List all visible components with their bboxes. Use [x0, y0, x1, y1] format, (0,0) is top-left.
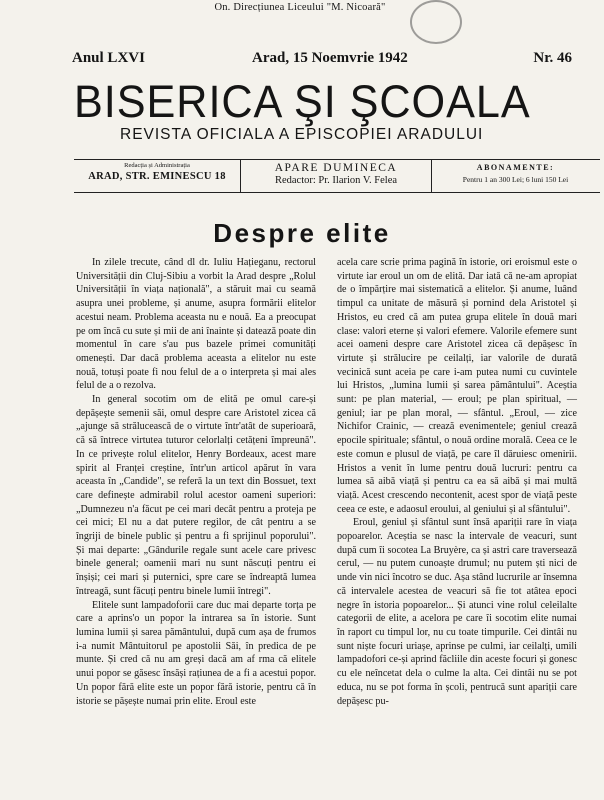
- paragraph: acela care scrie prima pagină în istorie, ori eroismul este o virtute iar eroul un om de elită. Dar iată că ne-am apropiat de o împărțire mai sistematică a elitelor. Și anume, luând timpul ca unitate de măsură și pornind dela Aristotel și Hristos, eu cred că am putea grupa elitele în două mari clase: valori eterne și valori efemere. Valorile efemere sunt acei oameni despre care Aristotel zicea că depășesc în virtute și strălucire pe ceilalți, iar valorile de durată vecinică sunt aceia pe care i-am putea numi cu cuvintele lui Hristos, „lumina lumii și sarea pământului". Aceștia sunt: pe plan material, — eroul; pe plan spiritual, — geniul; iar pe plan moral, — sfântul. „Eroul, — zice Nichifor Crainic, — crează evenimentele; geniul crează epocile spirituale; sfântul, o nouă ordine morală. Ceea ce le este comun e plusul de viață, pe care îl dăruiesc omenirii. Hristos a venit în lume pentru două lucruri: pentru ca lumea să aibă viață și pentru ca ea să aibă și mai multă viață. Acest crescendo necontenit, acest spor de viață peste ceea ce este, e adaosul eroului, al geniului și al sfântului".: [337, 257, 577, 515]
- dateline: [72, 50, 572, 66]
- article-title: Despre elite: [213, 218, 391, 248]
- left-column: [76, 256, 316, 708]
- editor-name: Redactor: Pr. Ilarion V. Felea: [274, 175, 398, 186]
- paragraph: In zilele trecute, când dl dr. Iuliu Hațieganu, rectorul Universității din Cluj-Sibiu a vorbit la Arad despre „Rolul Universității în viața națională", a stăruit mai cu seamă asupra unei probleme, și anume, asupra formării elitelor acestui neam. Problema aceasta nu e nouă. Ea a preocupat pe om încă cu sute și mii de ani înainte și datează poate din momentul în care s'au pus bazele primei comunități omenești. Dar dacă problema aceasta a elitelor nu este nouă, totuși poate fi nou felul de a o interpreta și mai ales felul de a o rezolva.: [76, 257, 316, 392]
- masthead-title: BISERICA ŞI ŞCOALA: [74, 76, 531, 127]
- editorial-office-address: ARAD, STR. EMINESCU 18: [88, 171, 226, 182]
- paragraph: Elitele sunt lampadoforii care duc mai departe torța pe care a aprins'o un popor la intrarea sa în istorie. Sunt lumina lumii și sarea pământului, după cum așa de frumos i-a numit Mântuitorul pe apostolii Săi, în predica de pe munte. Și cred că nu am greși dacă am af rma că elitele unui popor se găsesc însăși rațiunea de a fi a acestui popor. Un popor fără elite este un popor fără istorie, pentru că în istorie se pășește numai prin elite. Eroul este: [76, 599, 316, 707]
- subscriptions-box: [431, 160, 600, 192]
- issue-number: Nr. 46: [533, 50, 572, 66]
- info-bar: [74, 159, 600, 193]
- paragraph: In general socotim om de elită pe omul care-și depășește semenii săi, omul despre care Aristotel zicea că „ajunge să strălucească de o virtute într'atât de superioară, că să întrece virtutea tuturor celorlalți cetățeni împreună". In ce privește rolul elitelor, Henry Bordeaux, acest mare spirit al Franței creștine, într'un articol apărut în vara aceasta în „Candide", se referă la un text din Bossuet, text care definește admirabil rolul acestor oameni superiori: „Dumnezeu n'a făcut pe cei mari decât pentru a proteja pe cei mici; El nu a dat putere regilor, de cât pentru a se îngriji de binele public și pentru a fi sprijinul poporului". Și mai departe: „Gândurile regale sunt acele care privesc binele general; oamenii mari nu sunt născuți pentru ei înșiși; cei mari și puternici, spre care se îndreaptă lumea întreagă, sunt făcuți pentru binele lumii întregi".: [76, 394, 316, 597]
- year-label: Anul LXVI: [72, 50, 145, 66]
- publication-box: [240, 160, 432, 192]
- paragraph: Eroul, geniul și sfântul sunt însă apariții rare în viața popoarelor. Aceștia se nasc la intervale de veacuri, sunt după cum îi socotea La Bruyère, ca și astri care traversează cerul, — nu putem cunoaște drumul; nu putem ști nici de unde vin nici încotro se duc. Așa stând lucrurile ar însemna că intervalele acestea de veacuri să fie tot atâtea epoci negre în istoria popoarelor... Și atunci vine rolul celeilalte categorii de elite, a acelora pe care îi socotim elite numai în raport cu timpul lor, nu cu toate timpurile. Cei dintâi nu sunt niște focuri uriașe, aprinse pe culmi, iar ceilalți, umili lampadofori ce-și aprind făcliile din aceste focuri și gonesc cu ele neîncetat dela o culme la alta. Cei dintâi nu se pot educa, nu se pot forma în școli, pentrucă sunt apariții care depășesc pu-: [337, 517, 577, 707]
- library-stamp-text: On. Direcțiunea Liceului "M. Nicoară": [214, 2, 386, 13]
- appears-sunday: APARE DUMINECA: [274, 162, 398, 174]
- issue-date: Arad, 15 Noemvrie 1942: [252, 50, 408, 66]
- subscriptions-prices: Pentru 1 an 300 Lei; 6 luni 150 Lei: [462, 175, 569, 184]
- editorial-office-box: [74, 160, 240, 192]
- editorial-office-label: Redacția și Administrația: [124, 162, 190, 169]
- subscriptions-label: ABONAMENTE:: [476, 163, 555, 172]
- round-stamp-mark: [410, 0, 462, 44]
- masthead-subtitle: REVISTA OFICIALA A EPISCOPIEI ARADULUI: [120, 126, 484, 143]
- right-column: [337, 256, 577, 708]
